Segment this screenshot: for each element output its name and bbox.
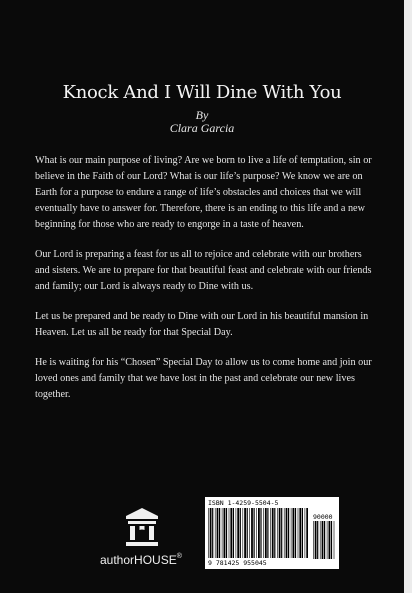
barcode-bar <box>224 508 226 558</box>
barcode-bar <box>258 508 260 558</box>
barcode-bar <box>265 508 267 558</box>
barcode-bar <box>286 508 288 558</box>
barcode-bar <box>327 521 328 559</box>
barcode-bar <box>260 508 261 558</box>
barcode-bar <box>291 508 292 558</box>
barcode-bar <box>244 508 246 558</box>
authorhouse-logo-icon <box>122 506 162 550</box>
barcode-bar <box>237 508 239 558</box>
barcode-bar <box>322 521 324 559</box>
barcode-bar <box>212 508 213 558</box>
blurb-paragraph: Our Lord is preparing a feast for us all to rejoice and celebrate with our brothers and sisters. We are to prepare for that beautiful feast and celebrate with our friends and family; our Lord is always ready to Dine with us. <box>35 249 372 292</box>
barcode-bar <box>219 508 220 558</box>
barcode-bar <box>334 521 335 559</box>
barcode-bar <box>313 521 314 559</box>
barcode-bar <box>233 508 234 558</box>
barcode-bar <box>320 521 321 559</box>
barcode-digits: 9 781425 955045 <box>208 559 267 567</box>
barcode-bar <box>270 508 271 558</box>
barcode-bar <box>281 508 282 558</box>
barcode-bar <box>295 508 296 558</box>
barcode-bar <box>210 508 212 558</box>
barcode-bar <box>230 508 232 558</box>
isbn-barcode <box>205 497 339 569</box>
barcode-bar <box>306 508 308 558</box>
barcode-bar <box>208 508 209 558</box>
barcode-bar <box>240 508 241 558</box>
barcode-bar <box>254 508 255 558</box>
barcode-bar <box>247 508 248 558</box>
registered-mark: ® <box>176 553 182 560</box>
publisher-name <box>100 553 190 567</box>
barcode-bar <box>315 521 317 559</box>
barcode-bar <box>263 508 264 558</box>
barcode-bar <box>277 508 278 558</box>
blurb-paragraph: Let us be prepared and be ready to Dine with our Lord in his beautiful mansion in Heaven. Let us all be ready for that Special Day. <box>35 311 369 338</box>
book-title: Knock And I Will Dine With You <box>62 82 342 103</box>
barcode-bar <box>329 521 331 559</box>
blurb-paragraph: What is our main purpose of living? Are we born to live a life of temptation, sin or believe in the Faith of our Lord? What is our life’s purpose? We know we are on Earth for a purpose to endure a range of life’s obstacles and choices that we will eventually have to answer for. Therefore, there is an ending to this life and a new beginning for those who are ready to engorge in a taste of heaven. <box>35 155 372 230</box>
barcode-bar <box>293 508 295 558</box>
price-code: 90000 <box>313 513 333 521</box>
barcode-bar <box>251 508 253 558</box>
barcode-bar <box>331 521 332 559</box>
barcode-bar <box>222 508 223 558</box>
publisher-logo <box>100 506 180 568</box>
publisher-name-text: authorHOUSE <box>100 553 177 567</box>
barcode-bar <box>215 508 216 558</box>
barcode-bar <box>324 521 325 559</box>
barcode-bar <box>243 508 244 558</box>
isbn-text: ISBN 1-4259-5504-5 <box>208 499 279 507</box>
barcode-bar <box>236 508 237 558</box>
barcode-bar <box>299 508 301 558</box>
barcode-bar <box>284 508 285 558</box>
page-edge <box>404 0 412 593</box>
barcode-bar <box>249 508 250 558</box>
barcode-bar <box>279 508 281 558</box>
barcode-bar <box>229 508 230 558</box>
barcode-bar <box>305 508 306 558</box>
barcode-bar <box>302 508 303 558</box>
barcode-bar <box>272 508 274 558</box>
barcode-bar <box>226 508 227 558</box>
byline-label: By <box>195 108 209 122</box>
price-barcode-bars <box>313 521 335 561</box>
barcode-bar <box>298 508 299 558</box>
blurb-paragraph: He is waiting for his “Chosen” Special Day to allow us to come home and join our loved ones and family that we have lost in the past and celebrate our new lives together. <box>35 357 372 400</box>
barcode-bar <box>267 508 268 558</box>
barcode-bar <box>274 508 275 558</box>
barcode-bar <box>256 508 257 558</box>
blurb <box>35 153 375 417</box>
barcode-bar <box>288 508 289 558</box>
barcode-bar <box>217 508 219 558</box>
ean-barcode-bars <box>208 508 308 560</box>
barcode-bar <box>317 521 318 559</box>
author-name: Clara Garcia <box>169 121 235 135</box>
